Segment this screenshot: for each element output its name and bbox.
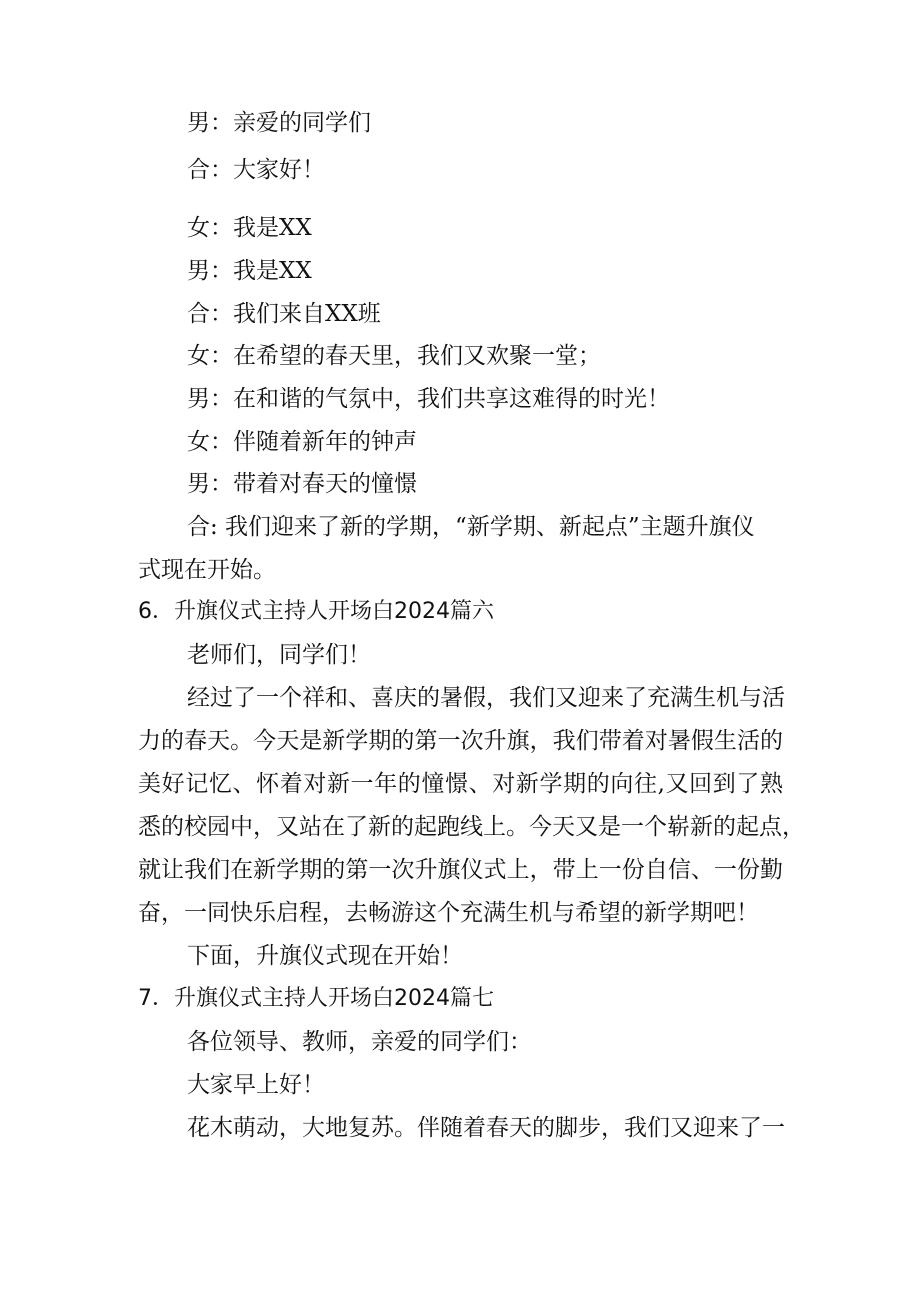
dialogue-line: 女：在希望的春天里，我们又欢聚一堂； (187, 343, 601, 369)
dialogue-line: 合：大家好！ (187, 157, 325, 183)
paragraph-line: 美好记忆、怀着对新一年的憧憬、对新学期的向往,又回到了熟 (138, 771, 783, 797)
paragraph-line: 奋，一同快乐启程，去畅游这个充满生机与希望的新学期吧！ (138, 900, 759, 926)
paragraph-line: 经过了一个祥和、喜庆的暑假，我们又迎来了充满生机与活 (187, 685, 785, 711)
paragraph-line: 下面，升旗仪式现在开始！ (187, 943, 463, 969)
paragraph-line: 花木萌动，大地复苏。伴随着春天的脚步，我们又迎来了一 (187, 1115, 785, 1141)
section-heading: 6．升旗仪式主持人开场白2024篇六 (138, 599, 494, 624)
paragraph-line: 悉的校园中，又站在了新的起跑线上。今天又是一个崭新的起点， (138, 814, 805, 840)
paragraph-line: 各位领导、教师，亲爱的同学们： (187, 1029, 532, 1055)
paragraph-line: 就让我们在新学期的第一次升旗仪式上，带上一份自信、一份勤 (138, 857, 783, 883)
paragraph-line: 大家早上好！ (187, 1072, 325, 1098)
dialogue-line: 男：亲爱的同学们 (187, 110, 371, 136)
dialogue-line: 男：带着对春天的憧憬 (187, 471, 417, 497)
dialogue-line: 女：我是XX (187, 215, 312, 241)
section-heading: 7．升旗仪式主持人开场白2024篇七 (138, 986, 494, 1011)
dialogue-line: 女：伴随着新年的钟声 (187, 429, 417, 455)
paragraph-line: 老师们，同学们！ (187, 642, 371, 668)
dialogue-line: 合: 我们迎来了新的学期，“新学期、新起点”主题升旗仪 (187, 514, 755, 540)
paragraph-line: 式现在开始。 (138, 557, 276, 583)
dialogue-line: 男：在和谐的气氛中，我们共享这难得的时光！ (187, 386, 670, 412)
paragraph-line: 力的春天。今天是新学期的第一次升旗，我们带着对暑假生活的 (138, 728, 783, 754)
dialogue-line: 合：我们来自XX班 (187, 301, 381, 327)
dialogue-line: 男：我是XX (187, 258, 312, 284)
